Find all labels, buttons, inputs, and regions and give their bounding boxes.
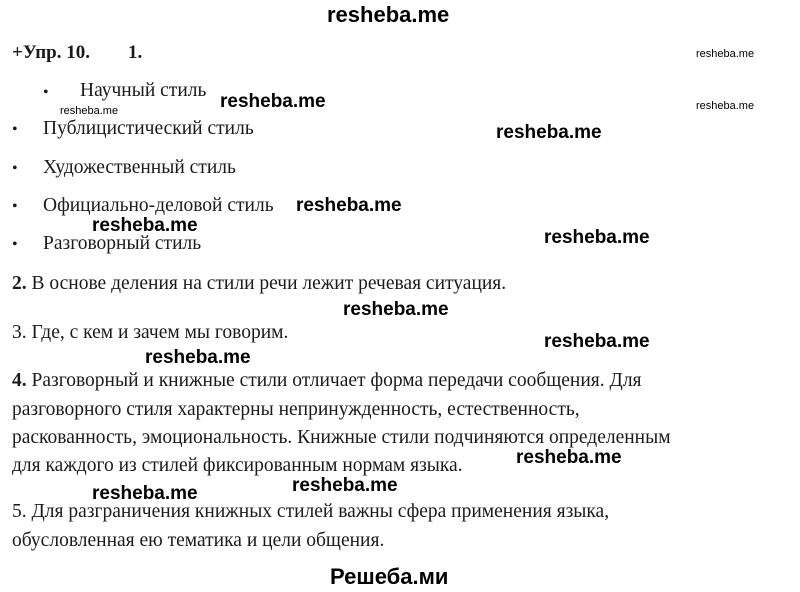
bullet-icon: • — [12, 160, 18, 177]
watermark-bold: resheba.me — [343, 299, 449, 320]
answer-4-line-4: для каждого из стилей фиксированным нормам языка. — [12, 455, 463, 476]
answer-5-line-2: обусловленная ею тематика и цели общения. — [12, 530, 385, 551]
exercise-label: +Упр. 10. — [12, 42, 90, 63]
watermark-bold: resheba.me — [496, 122, 602, 143]
watermark-bold: resheba.me — [92, 215, 198, 236]
answer-5-line-1: 5. Для разграничения книжных стилей важны сфера применения языка, — [12, 501, 610, 522]
bullet-icon: • — [12, 236, 18, 253]
style-item-scientific: Научный стиль — [80, 80, 207, 101]
watermark-bold: resheba.me — [292, 475, 398, 496]
answer-2 — [12, 274, 506, 294]
watermark-bold: resheba.me — [544, 227, 650, 248]
style-item-colloquial: Разговорный стиль — [43, 233, 202, 254]
watermark-small: resheba.me — [696, 48, 755, 60]
watermark-bold: resheba.me — [220, 91, 326, 112]
watermark-bold: resheba.me — [296, 195, 402, 216]
answer-4-line-1 — [12, 371, 642, 391]
watermark-small: resheba.me — [60, 105, 119, 117]
bullet-icon: • — [12, 121, 18, 138]
watermark-bold: resheba.me — [544, 331, 650, 352]
answer-4-number: 4. — [12, 370, 27, 391]
watermark-bold: resheba.me — [145, 347, 251, 368]
style-item-publicistic: Публицистический стиль — [43, 118, 254, 139]
exercise-part-number: 1. — [128, 42, 143, 63]
answer-4-text: Разговорный и книжные стили отличает форма передачи сообщения. Для — [26, 370, 642, 391]
style-item-artistic: Художественный стиль — [43, 157, 236, 178]
bullet-icon: • — [43, 84, 49, 101]
answer-4-line-3: раскованность, эмоциональность. Книжные стили подчиняются определенным — [12, 427, 671, 448]
watermark-bold: resheba.me — [92, 483, 198, 504]
answer-3: 3. Где, с кем и зачем мы говорим. — [12, 322, 289, 343]
answer-4-line-2: разговорного стиля характерны непринужденность, естественность, — [12, 399, 580, 420]
watermark-top: resheba.me — [327, 2, 450, 27]
style-item-official: Официально-деловой стиль — [43, 195, 274, 216]
answer-2-number: 2. — [12, 273, 27, 294]
answer-2-text: В основе деления на стили речи лежит речевая ситуация. — [26, 273, 507, 294]
watermark-bold: resheba.me — [516, 447, 622, 468]
watermark-small: resheba.me — [696, 100, 755, 112]
bullet-icon: • — [12, 198, 18, 215]
watermark-bottom: Решеба.ми — [330, 564, 449, 589]
